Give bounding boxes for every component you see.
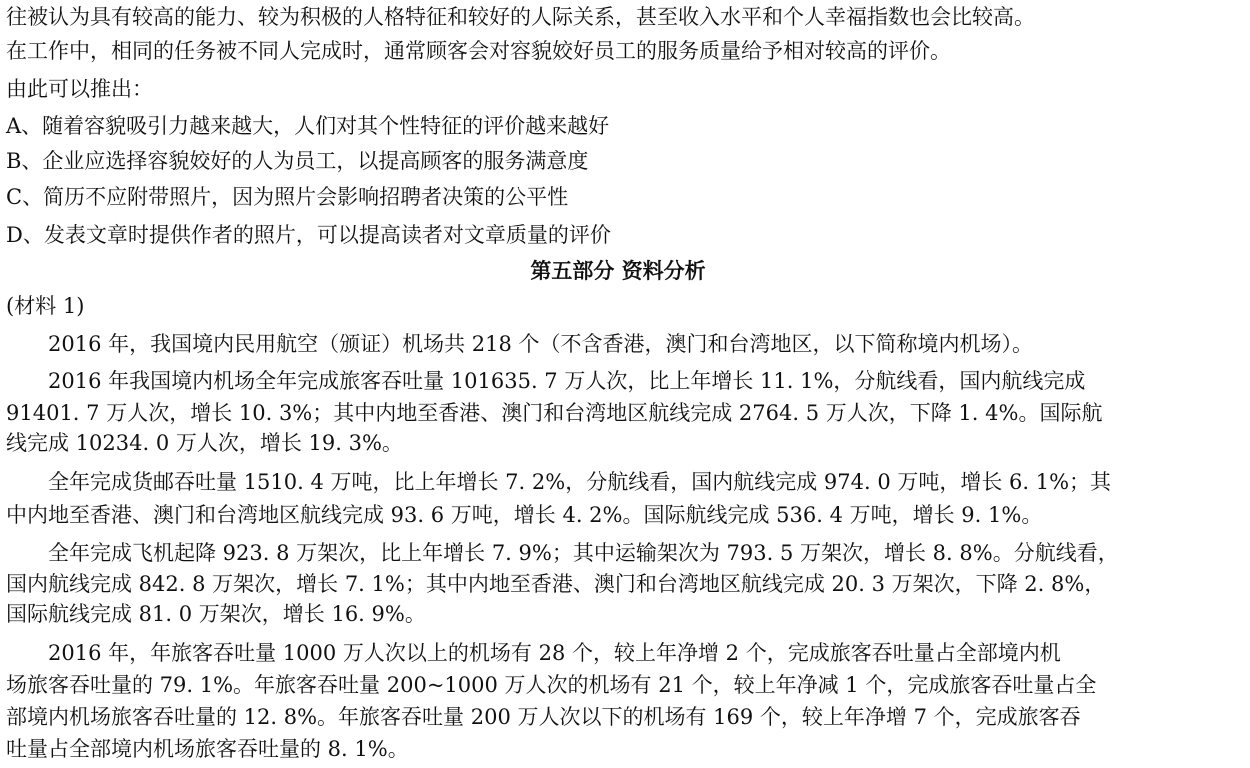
material-label: (材料 1)	[6, 294, 85, 318]
question-prompt: 由此可以推出：	[6, 77, 153, 101]
material-paragraph-2-line-1: 2016 年我国境内机场全年完成旅客吞吐量 101635. 7 万人次，比上年增长 11. 1%，分航线看，国内航线完成	[48, 369, 1086, 393]
question-stem-line-2: 在工作中，相同的任务被不同人完成时，通常顾客会对容貌姣好员工的服务质量给予相对较高的评价。	[6, 39, 951, 63]
material-paragraph-5-line-4: 吐量占全部境内机场旅客吞吐量的 8. 1%。	[6, 737, 409, 761]
option-c: C、简历不应附带照片，因为照片会影响招聘者决策的公平性	[6, 185, 569, 209]
material-paragraph-4-line-3: 国际航线完成 81. 0 万架次，增长 16. 9%。	[6, 602, 426, 626]
option-d: D、发表文章时提供作者的照片，可以提高读者对文章质量的评价	[6, 223, 611, 247]
material-paragraph-2-line-3: 线完成 10234. 0 万人次，增长 19. 3%。	[6, 431, 403, 455]
material-paragraph-5-line-1: 2016 年，年旅客吞吐量 1000 万人次以上的机场有 28 个，较上年净增 2 个，完成旅客吞吐量占全部境内机	[48, 641, 1061, 665]
option-a: A、随着容貌吸引力越来越大，人们对其个性特征的评价越来越好	[6, 114, 610, 138]
material-paragraph-1-line-1: 2016 年，我国境内民用航空（颁证）机场共 218 个（不含香港，澳门和台湾地区，以下简称境内机场）。	[48, 332, 1034, 356]
material-paragraph-5-line-2: 场旅客吞吐量的 79. 1%。年旅客吞吐量 200~1000 万人次的机场有 21 个，较上年净减 1 个，完成旅客吞吐量占全	[6, 673, 1097, 697]
material-paragraph-2-line-2: 91401. 7 万人次，增长 10. 3%；其中内地至香港、澳门和台湾地区航线完成 2764. 5 万人次，下降 1. 4%。国际航	[6, 401, 1103, 425]
material-paragraph-3-line-2: 中内地至香港、澳门和台湾地区航线完成 93. 6 万吨，增长 4. 2%。国际航线完成 536. 4 万吨，增长 9. 1%。	[6, 503, 1043, 527]
question-stem-line-1: 往被认为具有较高的能力、较为积极的人格特征和较好的人际关系，甚至收入水平和个人幸福指数也会比较高。	[6, 5, 1035, 29]
material-paragraph-4-line-1: 全年完成飞机起降 923. 8 万架次，比上年增长 7. 9%；其中运输架次为 793. 5 万架次，增长 8. 8%。分航线看，	[48, 541, 1119, 565]
option-b: B、企业应选择容貌姣好的人为员工，以提高顾客的服务满意度	[6, 149, 589, 173]
section-title: 第五部分 资料分析	[530, 259, 706, 283]
material-paragraph-5-line-3: 部境内机场旅客吞吐量的 12. 8%。年旅客吞吐量 200 万人次以下的机场有 169 个，较上年净增 7 个，完成旅客吞	[6, 705, 1081, 729]
material-paragraph-4-line-2: 国内航线完成 842. 8 万架次，增长 7. 1%；其中内地至香港、澳门和台湾地区航线完成 20. 3 万架次，下降 2. 8%，	[6, 572, 1106, 596]
material-paragraph-3-line-1: 全年完成货邮吞吐量 1510. 4 万吨，比上年增长 7. 2%，分航线看，国内航线完成 974. 0 万吨，增长 6. 1%；其	[48, 470, 1112, 494]
